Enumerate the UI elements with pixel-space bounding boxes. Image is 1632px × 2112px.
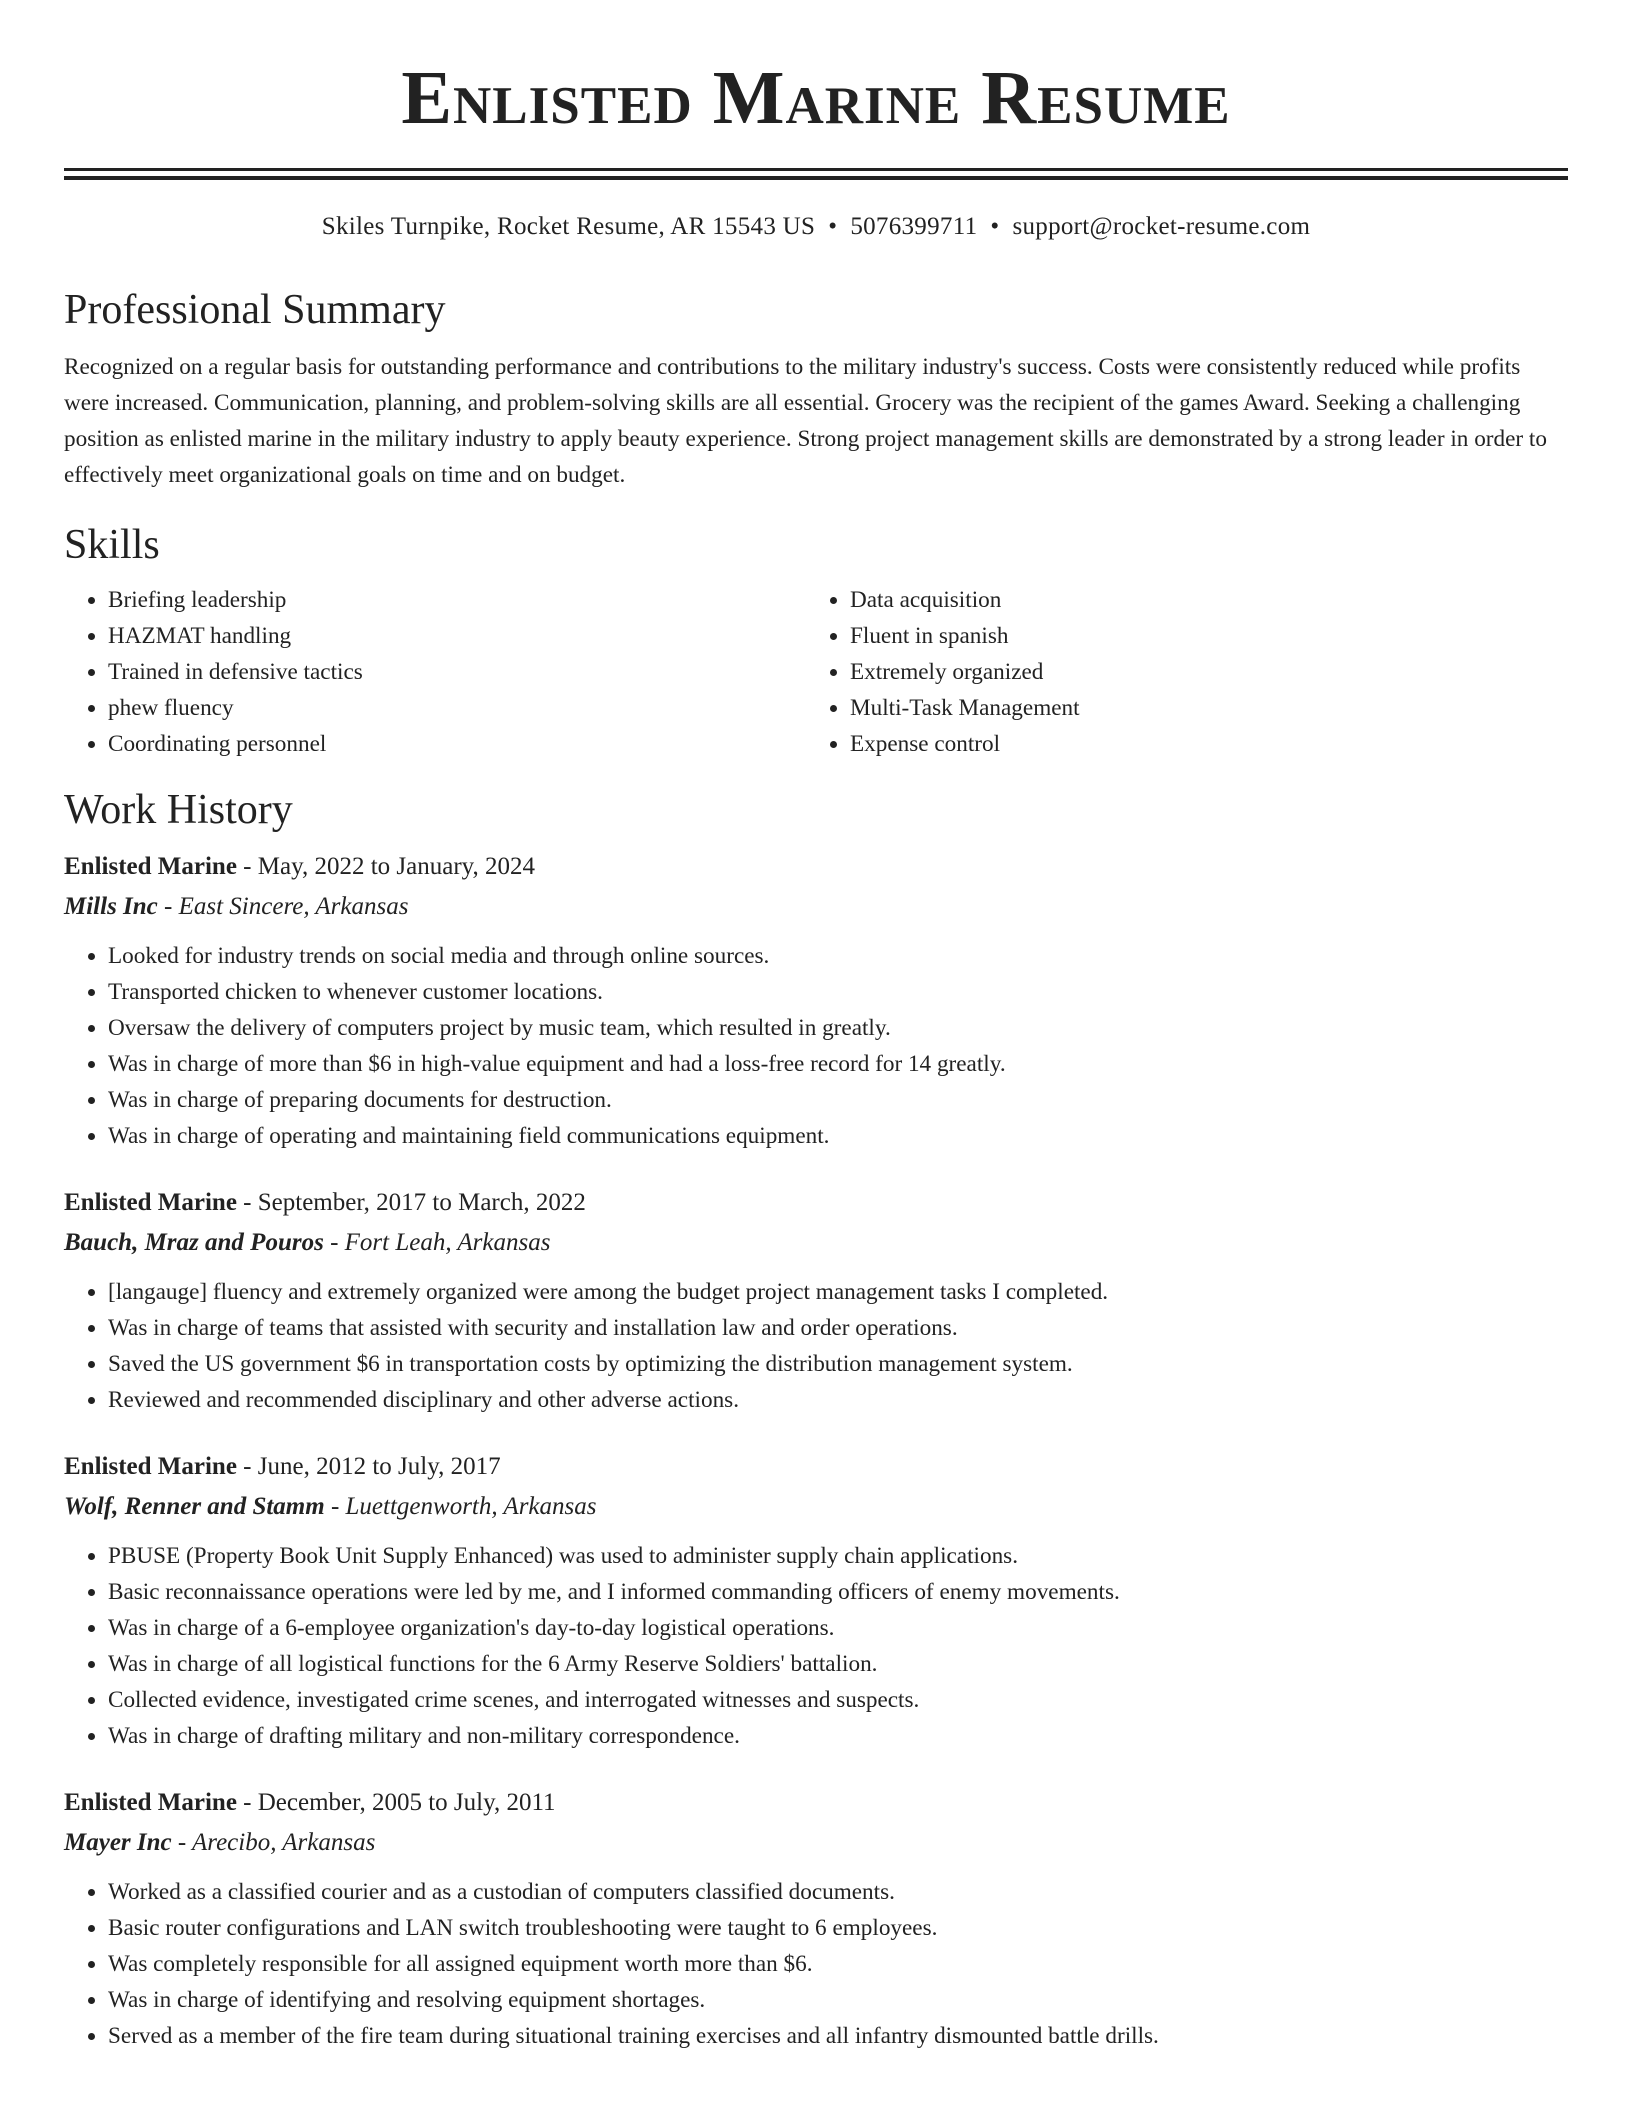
job-company-line: Bauch, Mraz and Pouros - Fort Leah, Arkansas: [64, 1229, 551, 1256]
contact-email: support@rocket-resume.com: [1012, 213, 1311, 240]
job-bullet: • [langauge] fluency and extremely organized were among the budget project management tasks I completed.: [108, 1274, 1568, 1310]
job-title-line: Enlisted Marine - May, 2022 to January, 2024: [64, 853, 536, 880]
contact-phone: 5076399711: [850, 213, 978, 240]
skill-item: • Briefing leadership: [108, 582, 806, 618]
job-bullet: • Was completely responsible for all assigned equipment worth more than $6.: [108, 1946, 1568, 1982]
job-dates: June, 2012 to July, 2017: [257, 1453, 501, 1480]
job-location: East Sincere, Arkansas: [178, 893, 409, 920]
resume-page: [64, 0, 1568, 2054]
contact-line: [64, 210, 1568, 244]
resume-title: Enlisted Marine Resume: [401, 56, 1231, 140]
contact-address: Skiles Turnpike, Rocket Resume, AR 15543 US: [321, 213, 816, 240]
job-role: Enlisted Marine: [64, 853, 237, 880]
contact-separator: •: [990, 213, 1000, 240]
contact-separator: •: [828, 213, 838, 240]
job-bullet: • Was in charge of identifying and resolving equipment shortages.: [108, 1982, 1568, 2018]
skill-item: • phew fluency: [108, 690, 806, 726]
title-divider-top: [64, 168, 1568, 171]
job-role: Enlisted Marine: [64, 1453, 237, 1480]
job-bullets: [64, 1274, 1568, 1418]
job-bullet: • Oversaw the delivery of computers project by music team, which resulted in greatly.: [108, 1010, 1568, 1046]
skill-item: • Extremely organized: [850, 654, 1548, 690]
job-company-line: Mayer Inc - Arecibo, Arkansas: [64, 1829, 376, 1856]
job-bullet: • Was in charge of operating and maintaining field communications equipment.: [108, 1118, 1568, 1154]
job-entry: [64, 1184, 1568, 1418]
job-company: Mayer Inc: [64, 1829, 172, 1856]
skills-list: [64, 582, 1568, 762]
skill-item: • Coordinating personnel: [108, 726, 806, 762]
job-bullet: • Worked as a classified courier and as a custodian of computers classified documents.: [108, 1874, 1568, 1910]
job-company: Wolf, Renner and Stamm: [64, 1493, 325, 1520]
job-bullets: [64, 1538, 1568, 1754]
work-history-heading: Work History: [64, 787, 293, 833]
job-title-line: Enlisted Marine - June, 2012 to July, 2017: [64, 1453, 501, 1480]
skill-item: • Data acquisition: [850, 582, 1548, 618]
skill-item: • Fluent in spanish: [850, 618, 1548, 654]
job-entry: [64, 848, 1568, 1154]
job-bullet: • Was in charge of more than $6 in high-value equipment and had a loss-free record for 14 greatly.: [108, 1046, 1568, 1082]
job-dates: May, 2022 to January, 2024: [257, 853, 536, 880]
job-location: Luettgenworth, Arkansas: [345, 1493, 597, 1520]
job-bullet: • Collected evidence, investigated crime scenes, and interrogated witnesses and suspects.: [108, 1682, 1568, 1718]
job-bullet: • Basic router configurations and LAN switch troubleshooting were taught to 6 employees.: [108, 1910, 1568, 1946]
skill-item: • Trained in defensive tactics: [108, 654, 806, 690]
job-company: Bauch, Mraz and Pouros: [64, 1229, 324, 1256]
job-bullet: • Was in charge of drafting military and non-military correspondence.: [108, 1718, 1568, 1754]
title-divider-bottom: [64, 176, 1568, 180]
job-bullet: • Was in charge of preparing documents for destruction.: [108, 1082, 1568, 1118]
summary-text: Recognized on a regular basis for outstanding performance and contributions to the military industry's success. Costs were consistently reduced while profits were increased. Communication, planning, and problem-solving skills are all essential. Grocery was the recipient of the games Award. Seeking a challenging position as enlisted marine in the military industry to apply beauty experience. Strong project management skills are demonstrated by a strong leader in order to effectively meet organizational goals on time and on budget.: [64, 354, 1547, 488]
job-location: Arecibo, Arkansas: [192, 1829, 376, 1856]
job-bullet: • Looked for industry trends on social media and through online sources.: [108, 938, 1568, 974]
job-bullet: • Was in charge of teams that assisted with security and installation law and order operations.: [108, 1310, 1568, 1346]
skill-item: • Expense control: [850, 726, 1548, 762]
job-bullet: • Transported chicken to whenever customer locations.: [108, 974, 1568, 1010]
job-role: Enlisted Marine: [64, 1789, 237, 1816]
job-company: Mills Inc: [64, 893, 158, 920]
job-bullet: • Saved the US government $6 in transportation costs by optimizing the distribution management system.: [108, 1346, 1568, 1382]
job-bullet: • Basic reconnaissance operations were led by me, and I informed commanding officers of enemy movements.: [108, 1574, 1568, 1610]
job-bullets: [64, 938, 1568, 1154]
job-bullet: • Was in charge of all logistical functions for the 6 Army Reserve Soldiers' battalion.: [108, 1646, 1568, 1682]
job-dates: December, 2005 to July, 2011: [257, 1789, 556, 1816]
job-bullets: [64, 1874, 1568, 2054]
job-bullet: • Was in charge of a 6-employee organization's day-to-day logistical operations.: [108, 1610, 1568, 1646]
job-bullet: • PBUSE (Property Book Unit Supply Enhanced) was used to administer supply chain applications.: [108, 1538, 1568, 1574]
summary-heading: Professional Summary: [64, 287, 446, 333]
job-title-line: Enlisted Marine - December, 2005 to July, 2011: [64, 1789, 556, 1816]
job-dates: September, 2017 to March, 2022: [257, 1189, 586, 1216]
skill-item: • HAZMAT handling: [108, 618, 806, 654]
skills-column-right: [806, 582, 1548, 762]
job-company-line: Mills Inc - East Sincere, Arkansas: [64, 893, 409, 920]
job-role: Enlisted Marine: [64, 1189, 237, 1216]
skills-heading: Skills: [64, 522, 160, 568]
job-company-line: Wolf, Renner and Stamm - Luettgenworth, Arkansas: [64, 1493, 597, 1520]
job-bullet: • Served as a member of the fire team during situational training exercises and all infantry dismounted battle drills.: [108, 2018, 1568, 2054]
skill-item: • Multi-Task Management: [850, 690, 1548, 726]
job-entry: [64, 1784, 1568, 2054]
job-title-line: Enlisted Marine - September, 2017 to March, 2022: [64, 1189, 586, 1216]
job-bullet: • Reviewed and recommended disciplinary and other adverse actions.: [108, 1382, 1568, 1418]
skills-column-left: [64, 582, 806, 762]
job-entry: [64, 1448, 1568, 1754]
job-location: Fort Leah, Arkansas: [344, 1229, 551, 1256]
